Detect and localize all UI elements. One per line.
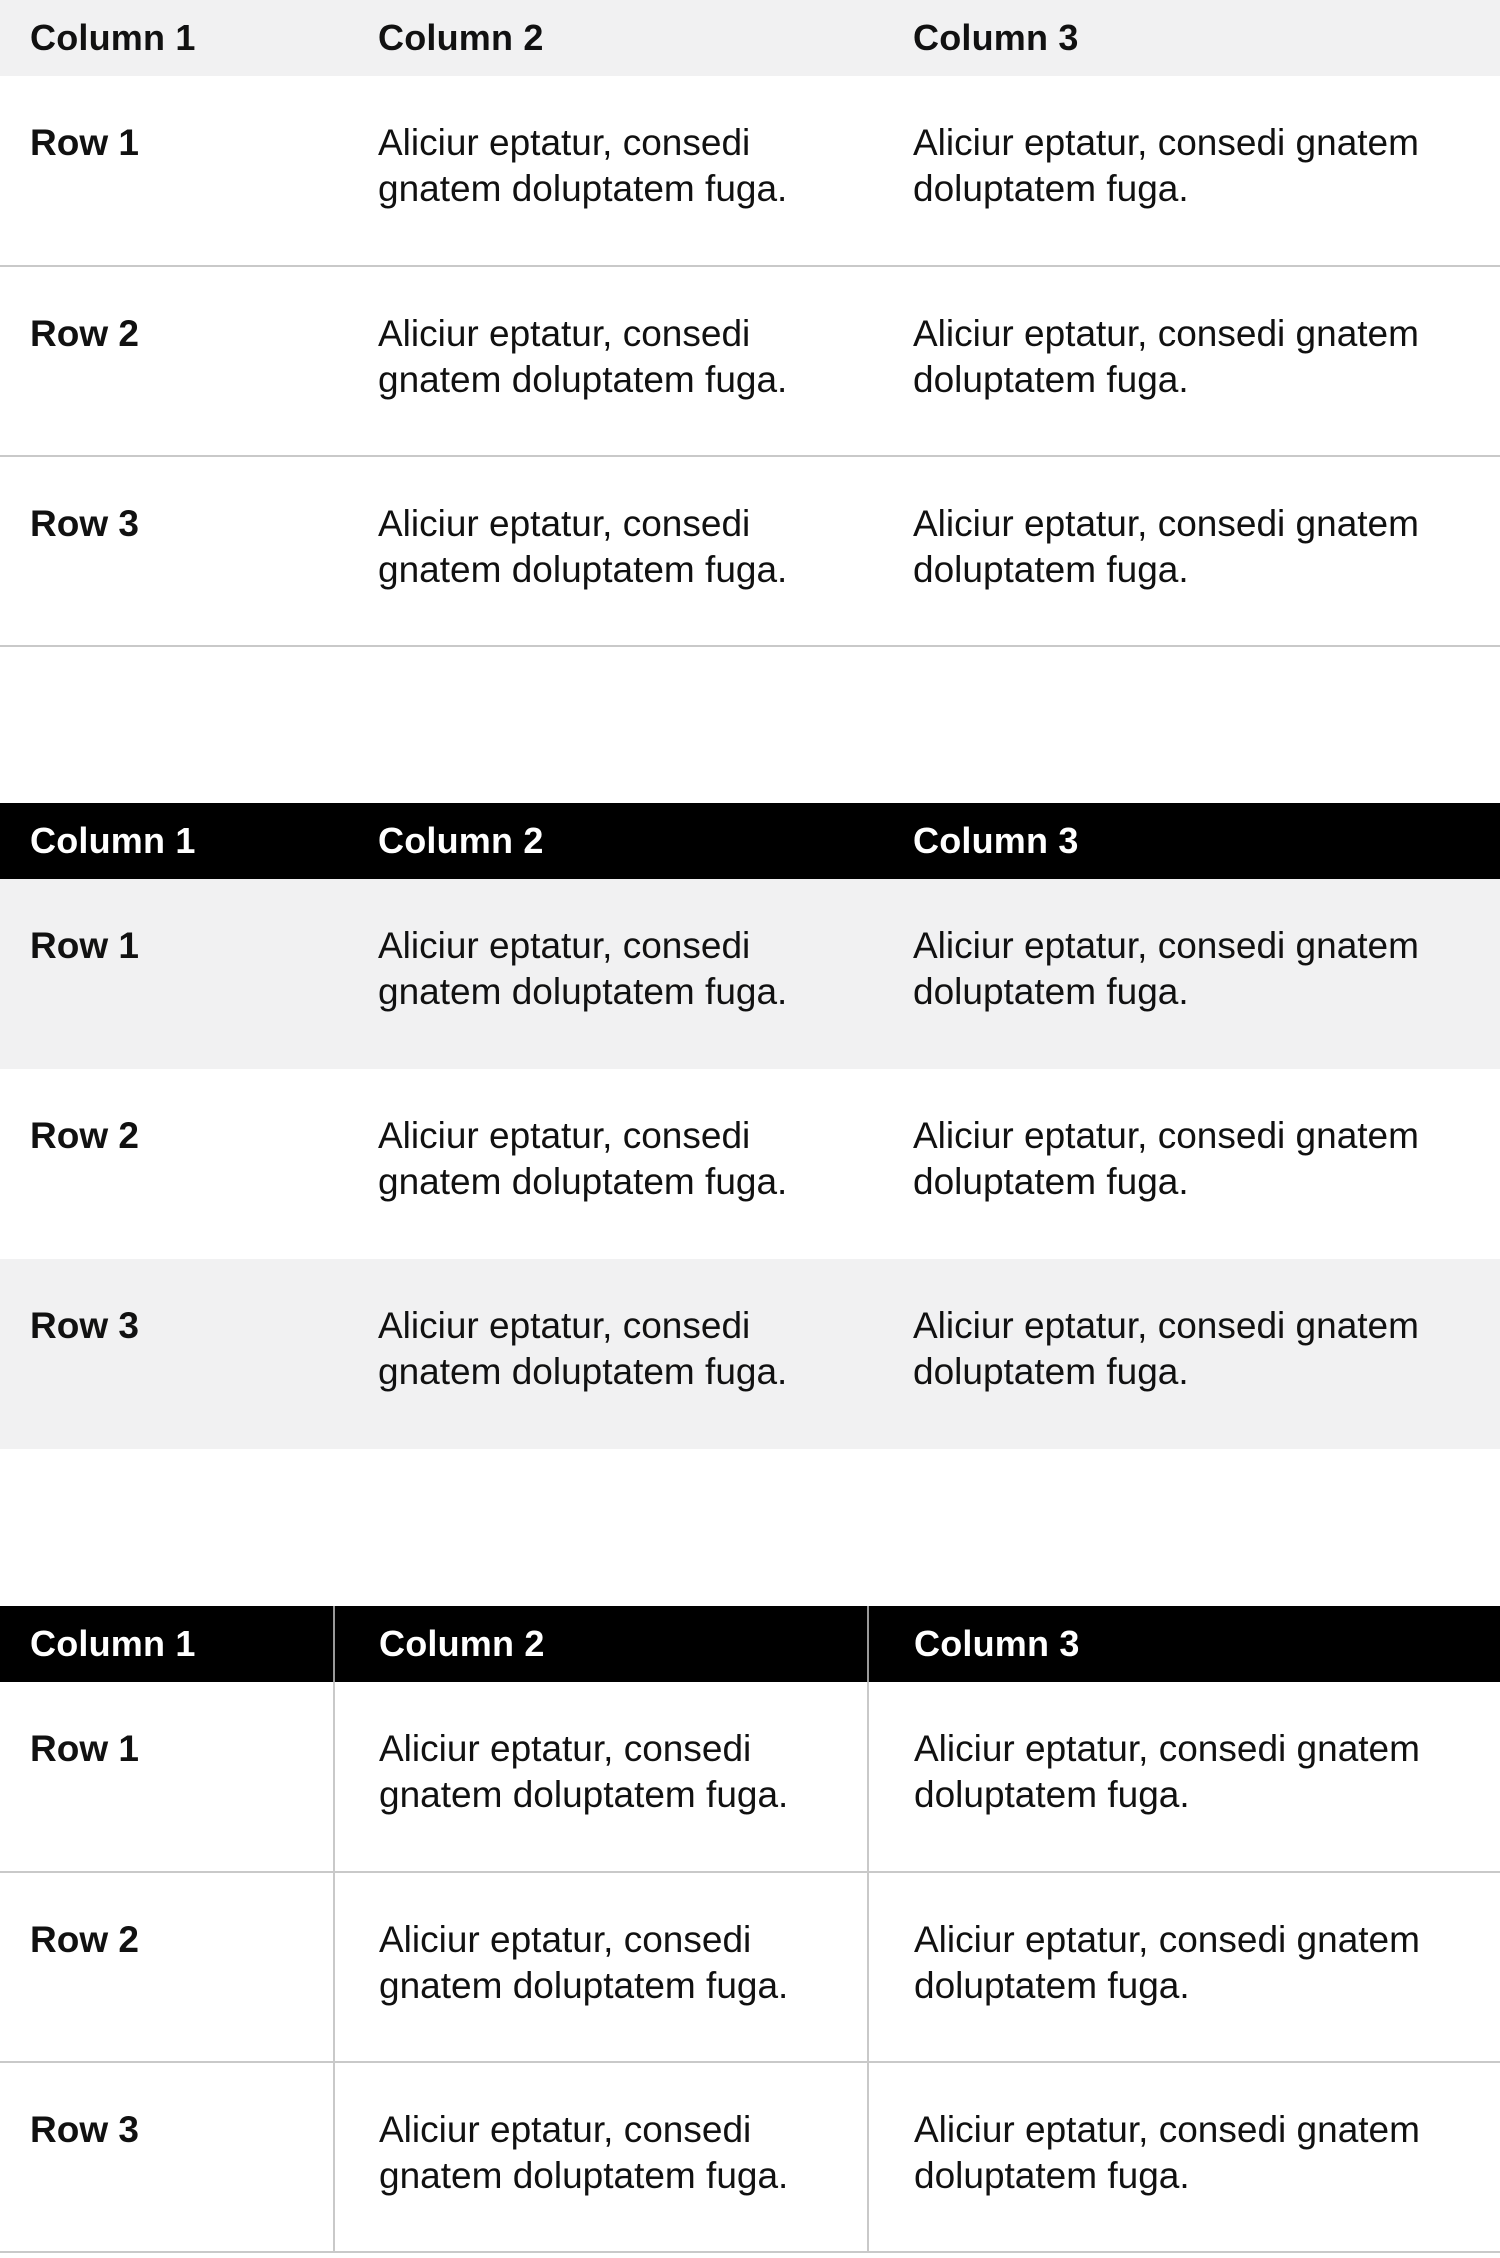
column-header: Column 3 <box>868 0 1500 76</box>
column-header: Column 2 <box>334 0 868 76</box>
table-row <box>0 1069 1500 1259</box>
column-header: Column 3 <box>868 803 1500 879</box>
table-cell: Aliciur eptatur, consedi gnatem doluptatem fuga. <box>334 879 868 1069</box>
table-cell: Aliciur eptatur, consedi gnatem doluptatem fuga. <box>334 456 868 646</box>
table-row <box>0 1872 1500 2062</box>
row-label: Row 2 <box>0 266 334 456</box>
table-row <box>0 2062 1500 2252</box>
table-cell: Aliciur eptatur, consedi gnatem doluptatem fuga. <box>868 456 1500 646</box>
table-row <box>0 456 1500 646</box>
column-header: Column 3 <box>868 1606 1500 1682</box>
table-cell: Aliciur eptatur, consedi gnatem doluptatem fuga. <box>334 1259 868 1449</box>
table-cell: Aliciur eptatur, consedi gnatem doluptatem fuga. <box>868 76 1500 266</box>
table-row <box>0 1259 1500 1449</box>
table-cell: Aliciur eptatur, consedi gnatem doluptatem fuga. <box>334 1682 868 1872</box>
column-header: Column 1 <box>0 1606 334 1682</box>
table-cell: Aliciur eptatur, consedi gnatem doluptatem fuga. <box>334 76 868 266</box>
column-header: Column 2 <box>334 803 868 879</box>
table-cell: Aliciur eptatur, consedi gnatem doluptatem fuga. <box>334 2062 868 2252</box>
column-header: Column 1 <box>0 0 334 76</box>
table-cell: Aliciur eptatur, consedi gnatem doluptatem fuga. <box>334 1872 868 2062</box>
row-label: Row 3 <box>0 2062 334 2252</box>
table-cell: Aliciur eptatur, consedi gnatem doluptatem fuga. <box>868 1682 1500 1872</box>
row-label: Row 1 <box>0 1682 334 1872</box>
table-header-row <box>0 1606 1500 1682</box>
row-label: Row 3 <box>0 1259 334 1449</box>
table-zebra-striped <box>0 803 1500 1449</box>
table-cell: Aliciur eptatur, consedi gnatem doluptatem fuga. <box>868 266 1500 456</box>
table-header-row <box>0 803 1500 879</box>
column-header: Column 2 <box>334 1606 868 1682</box>
table-cell: Aliciur eptatur, consedi gnatem doluptatem fuga. <box>868 1872 1500 2062</box>
table-cell: Aliciur eptatur, consedi gnatem doluptatem fuga. <box>334 266 868 456</box>
table-cell: Aliciur eptatur, consedi gnatem doluptatem fuga. <box>334 1069 868 1259</box>
row-label: Row 1 <box>0 76 334 266</box>
table-row <box>0 266 1500 456</box>
table-cell: Aliciur eptatur, consedi gnatem doluptatem fuga. <box>868 1069 1500 1259</box>
table-row <box>0 76 1500 266</box>
table-cell: Aliciur eptatur, consedi gnatem doluptatem fuga. <box>868 2062 1500 2252</box>
row-label: Row 2 <box>0 1872 334 2062</box>
table-row <box>0 1682 1500 1872</box>
table-cell: Aliciur eptatur, consedi gnatem doluptatem fuga. <box>868 1259 1500 1449</box>
column-header: Column 1 <box>0 803 334 879</box>
table-light-header <box>0 0 1500 647</box>
row-label: Row 1 <box>0 879 334 1069</box>
table-row <box>0 879 1500 1069</box>
row-label: Row 2 <box>0 1069 334 1259</box>
table-cell: Aliciur eptatur, consedi gnatem doluptatem fuga. <box>868 879 1500 1069</box>
table-grid-lines <box>0 1606 1500 2253</box>
row-label: Row 3 <box>0 456 334 646</box>
table-header-row <box>0 0 1500 76</box>
